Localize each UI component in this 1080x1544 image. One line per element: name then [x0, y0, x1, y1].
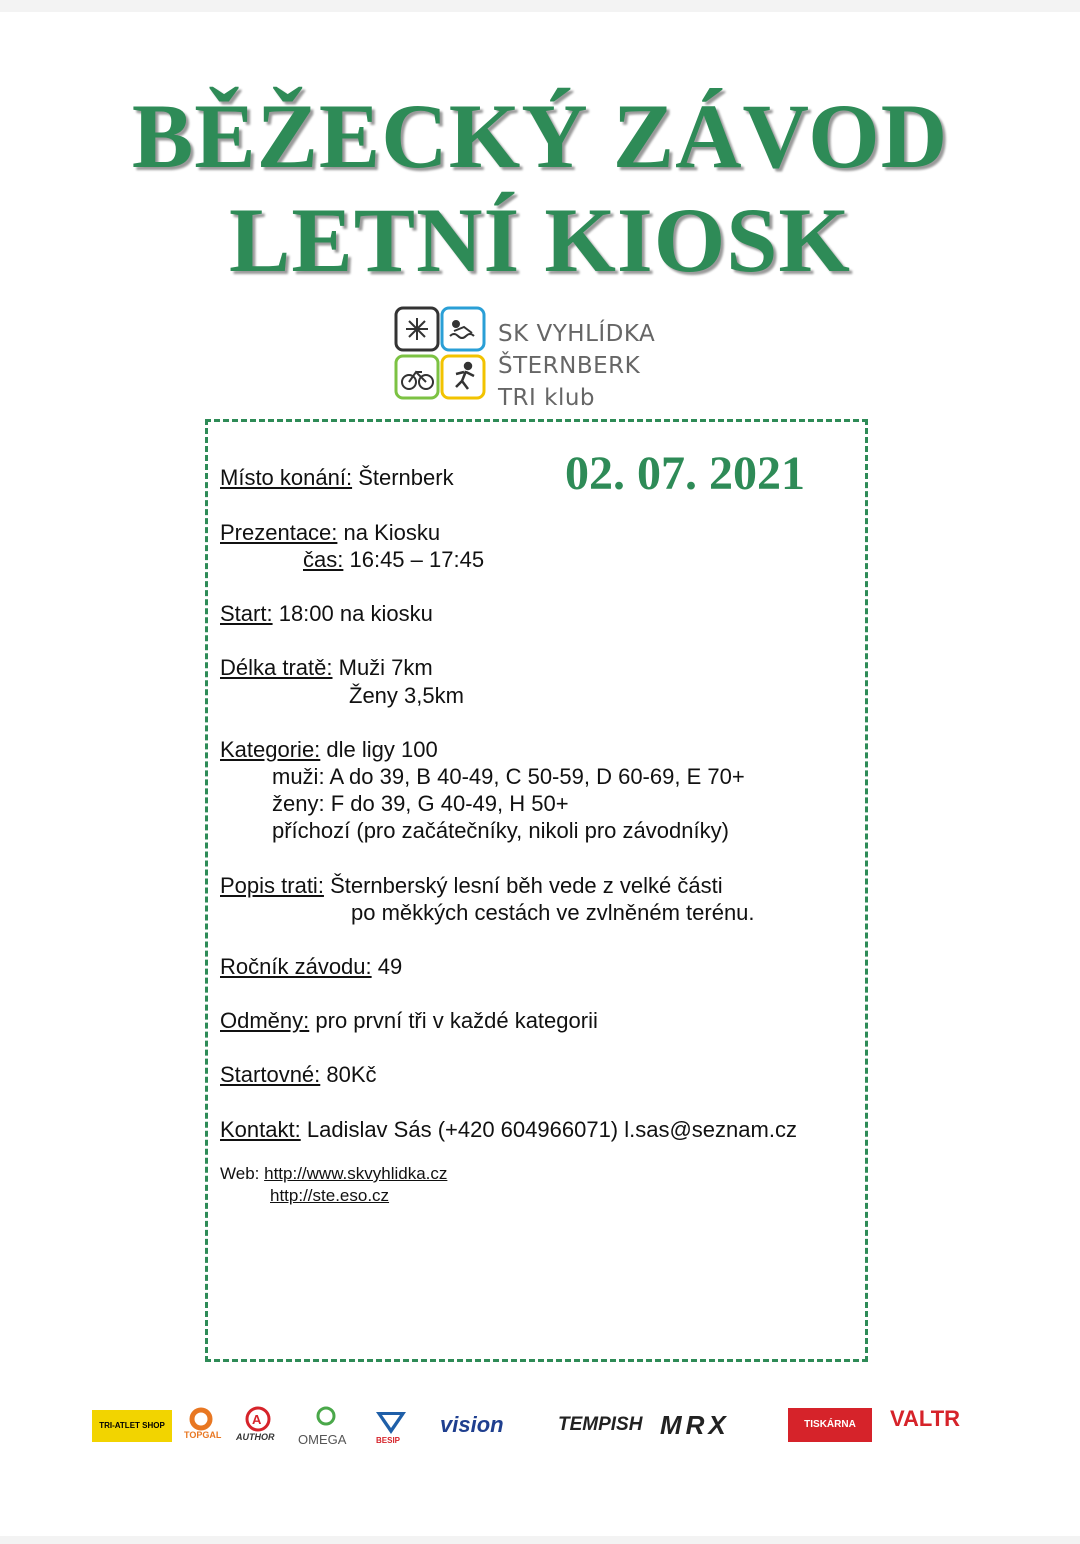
club-name-line-1: SK VYHLÍDKA	[498, 321, 656, 347]
registration-label: Prezentace:	[220, 520, 338, 545]
length-row	[220, 654, 433, 681]
registration-value: na Kiosku	[343, 520, 441, 545]
category-women: ženy: F do 39, G 40-49, H 50+	[272, 791, 569, 816]
web-label: Web:	[220, 1164, 260, 1183]
venue-row	[220, 464, 454, 491]
event-date: 02. 07. 2021	[565, 447, 805, 500]
sponsor-logo-valtr: VALTR	[890, 1406, 961, 1431]
web-row	[220, 1163, 447, 1184]
fee-label: Startovné:	[220, 1062, 321, 1087]
runner-icon	[456, 363, 474, 389]
category-men: muži: A do 39, B 40-49, C 50-59, D 60-69, E 70+	[272, 764, 745, 789]
sponsor-logo-besip: BESIP	[376, 1436, 401, 1445]
start-label: Start:	[220, 601, 273, 626]
course-line-1: Šternberský lesní běh vede z velké části	[330, 873, 723, 898]
category-row	[220, 736, 438, 763]
omega-icon	[314, 1404, 338, 1430]
sponsor-logo-omega: OMEGA	[298, 1432, 347, 1447]
web-row-2	[270, 1185, 389, 1206]
sponsor-logo-mrx: MRX	[660, 1410, 730, 1440]
prizes-value: pro první tři v každé kategorii	[315, 1008, 598, 1033]
edition-row	[220, 953, 402, 980]
length-label: Délka tratě:	[220, 655, 333, 680]
sponsor-bar	[92, 1402, 992, 1452]
author-icon	[240, 1406, 276, 1432]
start-row	[220, 600, 433, 627]
course-label: Popis trati:	[220, 873, 324, 898]
sponsor-logo-author: AUTHOR	[236, 1432, 275, 1442]
title-line-2: LETNÍ KIOSK	[229, 189, 851, 291]
sponsor-logo-vision: vision	[440, 1412, 504, 1437]
sponsor-logo-tiskarna: TISKÁRNA	[788, 1408, 872, 1442]
sponsor-logo-topgal: TOPGAL	[184, 1430, 222, 1440]
category-label: Kategorie:	[220, 737, 321, 762]
sponsor-logo-triatlet: TRI-ATLET SHOP	[92, 1410, 172, 1442]
svg-text:A: A	[252, 1412, 262, 1427]
course-line-2: po měkkých cestách ve zvlněném terénu.	[351, 900, 755, 925]
snowflake-icon	[406, 318, 428, 340]
club-name-line-3: TRI klub	[498, 385, 596, 411]
prizes-row	[220, 1007, 598, 1034]
course-row	[220, 872, 723, 899]
fee-value: 80Kč	[326, 1062, 377, 1087]
edition-label: Ročník závodu:	[220, 954, 372, 979]
fee-row	[220, 1061, 377, 1088]
swimmer-icon	[450, 321, 474, 338]
bicycle-icon	[402, 372, 433, 389]
contact-value: Ladislav Sás (+420 604966071) l.sas@seznam.cz	[306, 1117, 797, 1142]
title-line-1: BĚŽECKÝ ZÁVOD	[131, 85, 949, 187]
length-men: Muži 7km	[338, 655, 433, 680]
contact-label: Kontakt:	[220, 1117, 301, 1142]
venue-value: Šternberk	[358, 465, 454, 490]
prizes-label: Odměny:	[220, 1008, 310, 1033]
besip-icon	[374, 1406, 408, 1436]
web-link-2[interactable]: http://ste.eso.cz	[270, 1186, 390, 1205]
category-value: dle ligy 100	[326, 737, 438, 762]
registration-row	[220, 519, 440, 546]
start-value: 18:00 na kiosku	[278, 601, 433, 626]
web-link-1[interactable]: http://www.skvyhlidka.cz	[264, 1164, 448, 1183]
contact-row	[220, 1116, 797, 1143]
topgal-icon	[188, 1406, 218, 1432]
sponsor-logo-tempish: TEMPISH	[558, 1414, 643, 1435]
length-women: Ženy 3,5km	[349, 683, 464, 708]
time-row	[303, 546, 484, 573]
time-label: čas:	[303, 547, 344, 572]
time-value: 16:45 – 17:45	[349, 547, 485, 572]
edition-value: 49	[377, 954, 403, 979]
club-name	[498, 318, 655, 414]
club-name-line-2: ŠTERNBERK	[498, 353, 641, 379]
category-casual: příchozí (pro začátečníky, nikoli pro závodníky)	[272, 818, 729, 843]
venue-label: Místo konání:	[220, 465, 353, 490]
